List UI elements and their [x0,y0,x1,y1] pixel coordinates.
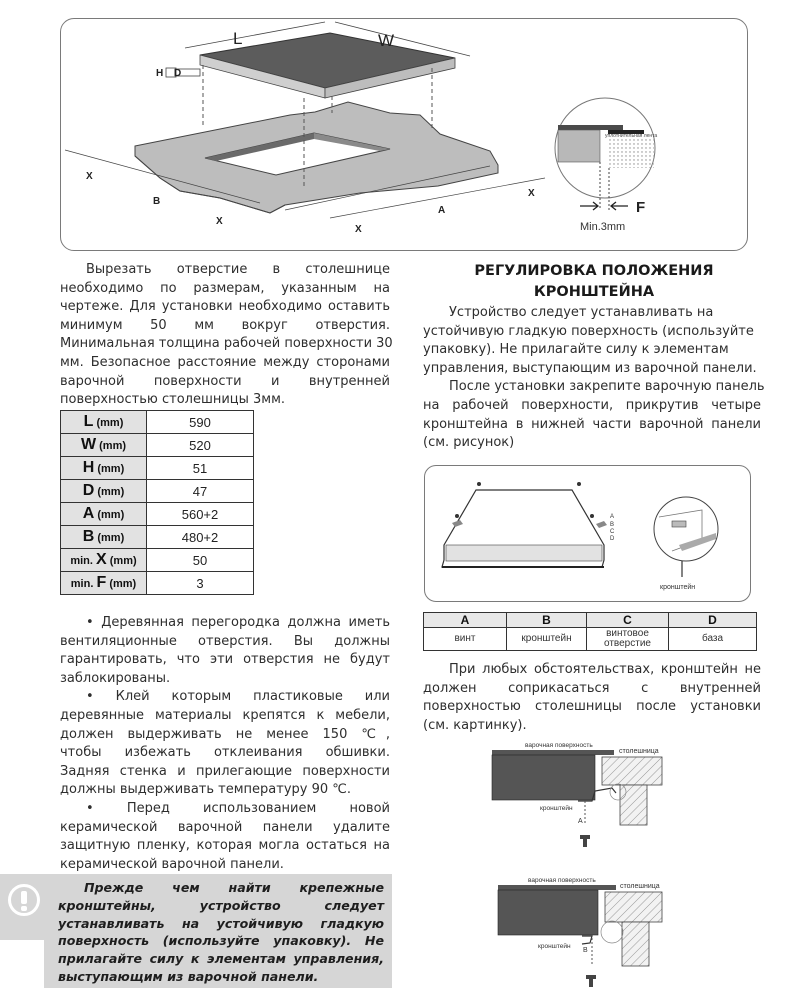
svg-text:столешница: столешница [619,748,659,755]
table-row: винт кронштейн винтовое отверстие база [424,628,757,651]
svg-text:X: X [355,224,362,235]
svg-text:H: H [156,68,164,79]
svg-text:варочная поверхность: варочная поверхность [528,877,596,884]
exclamation-circle-icon [8,884,40,916]
svg-text:X: X [86,171,93,182]
table-row: D (mm) 47 [61,480,254,503]
svg-text:D: D [174,68,182,79]
table-row: B (mm) 480+2 [61,526,254,549]
svg-text:B: B [583,947,588,954]
svg-text:B: B [153,196,161,207]
svg-text:X: X [528,188,535,199]
svg-text:столешница: столешница [620,883,660,890]
bracket-intro: Устройство следует устанавливать на устойчивую гладкую поверхность (используйте упаковку). Не прилагайте силу к элементам управления, выступающим из варочной панели. После установки закрепите варочную панель на рабочей поверхности, прикрутив четыре кронштейна в нижней части варочной панели (см. рисунок) [423,305,765,451]
cutout-dimensions-diagram [60,18,750,253]
svg-text:A: A [610,514,615,520]
seal-tape-label: уплотнительная лента [605,133,658,139]
warning-text: Прежде чем найти крепежные кронштейны, устройство следует устанавливать на устойчивую гладкую поверхность (используйте упаковку). Не прилагайте силу к элементам управления, выступающим из варочной панели. [58,880,384,984]
table-header-row: A B C D [424,613,757,628]
label-L: L [233,29,243,48]
dimensions-table [60,410,254,595]
label-W: W [378,31,395,50]
table-row: min. X (mm) 50 [61,549,254,572]
bracket-warning-text: При любых обстоятельствах, кронштейн не должен соприкасаться с внутренней поверхностью столешницы после установки (см. картинку). [423,662,761,733]
bracket-caption: кронштейн [660,584,696,591]
table-row: A (mm) 560+2 [61,503,254,526]
svg-text:X: X [216,216,223,227]
table-row: min. F (mm) 3 [61,572,254,595]
bracket-position-diagram [424,465,751,602]
svg-text:кронштейн: кронштейн [538,943,571,950]
svg-text:F: F [636,199,646,216]
safety-bullets: • Деревянная перегородка должна иметь вентиляционные отверстия. Вы должны гарантировать, что эти отверстия не будут заблокированы. • Клей которым пластиковые или деревянные материалы крепятся к мебели, должен выдерживать не менее 150 ℃, чтобы избежать отклеивания обшивки. Задняя стенка и прилегающие поверхности должны выдерживать температуру 90 ℃. • Перед использованием новой керамической варочной панели удалите защитную пленку, которая могла остаться на керамической варочной панели. [60,615,390,872]
section-diagram-correct [480,870,675,1000]
parts-legend-table [423,612,757,651]
min-gap-label: Min.3mm [580,221,626,233]
svg-text:A: A [578,818,583,825]
svg-text:D: D [610,536,615,542]
svg-text:кронштейн: кронштейн [540,805,573,812]
svg-text:A: A [438,205,446,216]
table-row: L (mm) 590 [61,411,254,434]
table-row: H (mm) 51 [61,457,254,480]
svg-text:C: C [610,529,615,535]
svg-text:варочная поверхность: варочная поверхность [525,742,593,749]
svg-text:B: B [610,522,615,528]
cutout-instructions: Вырезать отверстие в столешнице необходимо по размерам, указанным на чертеже. Для установки необходимо оставить минимум 50 мм вокруг отверстия. Минимальная толщина рабочей поверхности 30 мм. Безопасное расстояние между сторонами варочной поверхности и внутренней поверхностью столешницы 3мм. [60,262,393,408]
section-diagram-incorrect [480,735,675,860]
table-row: W (mm) 520 [61,434,254,457]
section-title: РЕГУЛИРОВКА ПОЛОЖЕНИЯ КРОНШТЕЙНА [474,263,714,300]
